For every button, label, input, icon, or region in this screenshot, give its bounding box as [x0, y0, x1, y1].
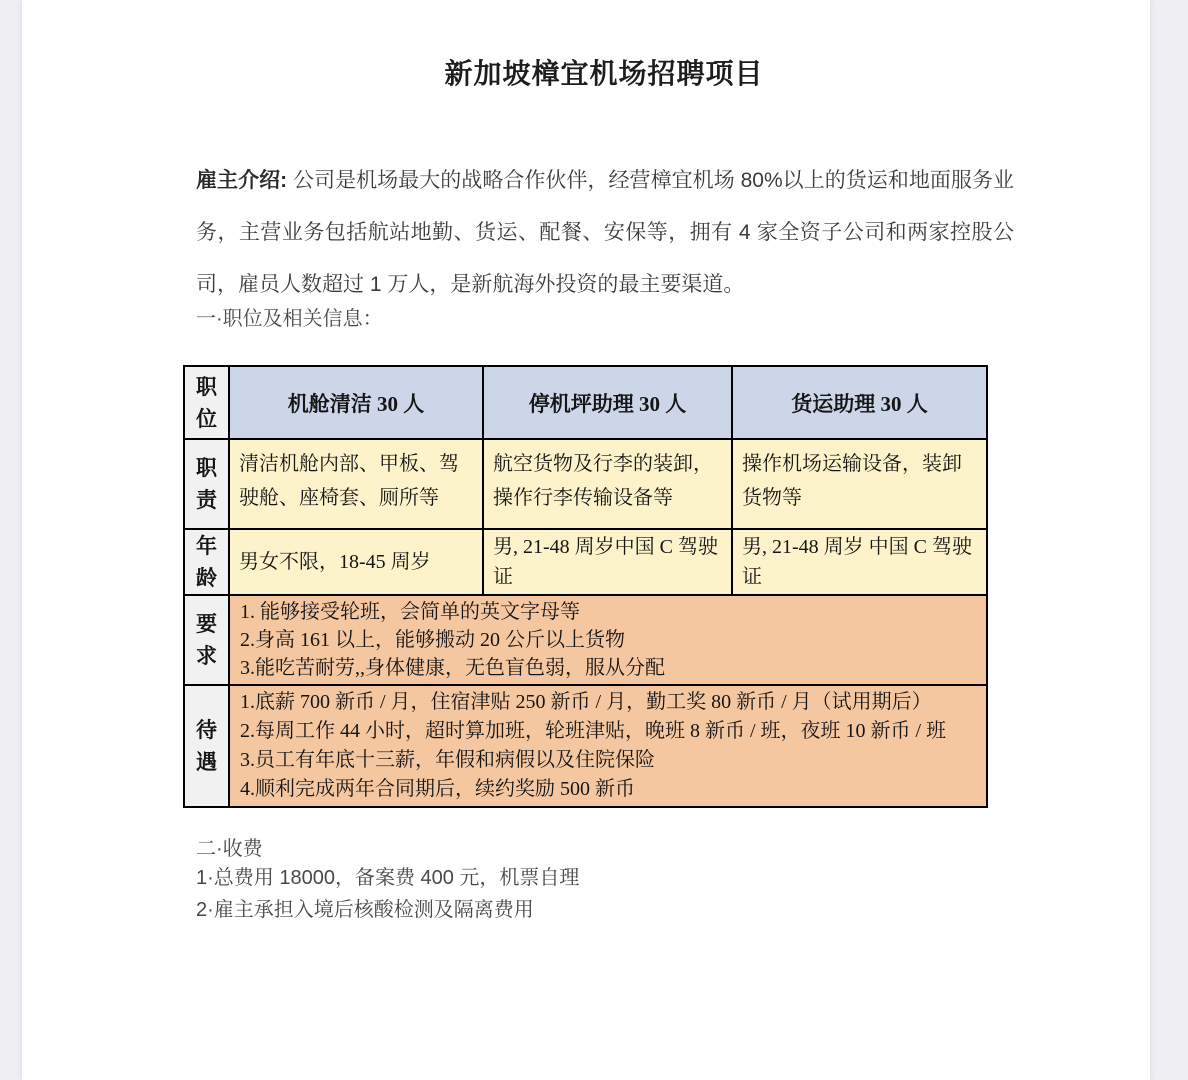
row-label-benefits: 待遇	[184, 685, 229, 807]
section-one-heading: 一·职位及相关信息：	[196, 308, 383, 330]
table-row-age	[184, 529, 987, 595]
intro-text: 公司是机场最大的战略合作伙伴，经营樟宜机场 80%以上的货运和地面服务业务，主营业务包括航站地勤、货运、配餐、安保等，拥有 4 家全资子公司和两家控股公司，雇员人数超过 1 万人，是新航海外投资的最主要渠道。	[196, 169, 1014, 296]
row-label-position: 职位	[184, 366, 229, 439]
row-label-age: 年龄	[184, 529, 229, 595]
page-title: 新加坡樟宜机场招聘项目	[444, 58, 764, 89]
table-row-position	[184, 366, 987, 439]
requirement-line: 2.身高 161 以上，能够搬动 20 公斤以上货物	[240, 629, 625, 651]
age-cell-apron-assistant: 男, 21-48 周岁中国 C 驾驶证	[483, 529, 732, 595]
table-row-duty	[184, 439, 987, 529]
benefit-line: 2.每周工作 44 小时，超时算加班，轮班津贴，晚班 8 新币 / 班，夜班 10 新币 / 班	[240, 720, 947, 742]
table-row-benefits	[184, 685, 987, 807]
benefit-line: 1.底薪 700 新币 / 月，住宿津贴 250 新币 / 月，勤工奖 80 新币 / 月（试用期后）	[240, 691, 932, 713]
requirement-line: 1. 能够接受轮班，会简单的英文字母等	[240, 601, 580, 623]
row-label-requirements: 要求	[184, 595, 229, 685]
section-two-heading: 二·收费	[196, 838, 263, 860]
benefit-line: 4.顺利完成两年合同期后，续约奖励 500 新币	[240, 778, 635, 800]
age-cell-cargo-assistant: 男, 21-48 周岁 中国 C 驾驶证	[732, 529, 987, 595]
fee-item: 1·总费用 18000，备案费 400 元，机票自理	[196, 867, 580, 889]
requirements-cell	[229, 595, 987, 685]
intro-label: 雇主介绍:	[196, 169, 288, 192]
positions-table	[183, 365, 988, 808]
benefit-line: 3.员工有年底十三薪，年假和病假以及住院保险	[240, 749, 655, 771]
benefits-cell	[229, 685, 987, 807]
table-row-requirements	[184, 595, 987, 685]
requirement-line: 3.能吃苦耐劳,,身体健康，无色盲色弱，服从分配	[240, 657, 665, 679]
duty-cell-apron-assistant: 航空货物及行李的装卸，操作行李传输设备等	[483, 439, 732, 529]
row-label-duty: 职责	[184, 439, 229, 529]
intro-paragraph	[196, 155, 1014, 311]
age-cell-cabin-cleaning: 男女不限，18-45 周岁	[229, 529, 483, 595]
duty-cell-cabin-cleaning: 清洁机舱内部、甲板、驾驶舱、座椅套、厕所等	[229, 439, 483, 529]
fee-item: 2·雇主承担入境后核酸检测及隔离费用	[196, 899, 534, 921]
header-cell-cargo-assistant: 货运助理 30 人	[732, 366, 987, 439]
header-cell-cabin-cleaning: 机舱清洁 30 人	[229, 366, 483, 439]
header-cell-apron-assistant: 停机坪助理 30 人	[483, 366, 732, 439]
fees-list	[196, 862, 579, 926]
duty-cell-cargo-assistant: 操作机场运输设备，装卸货物等	[732, 439, 987, 529]
document-page	[22, 0, 1150, 1080]
